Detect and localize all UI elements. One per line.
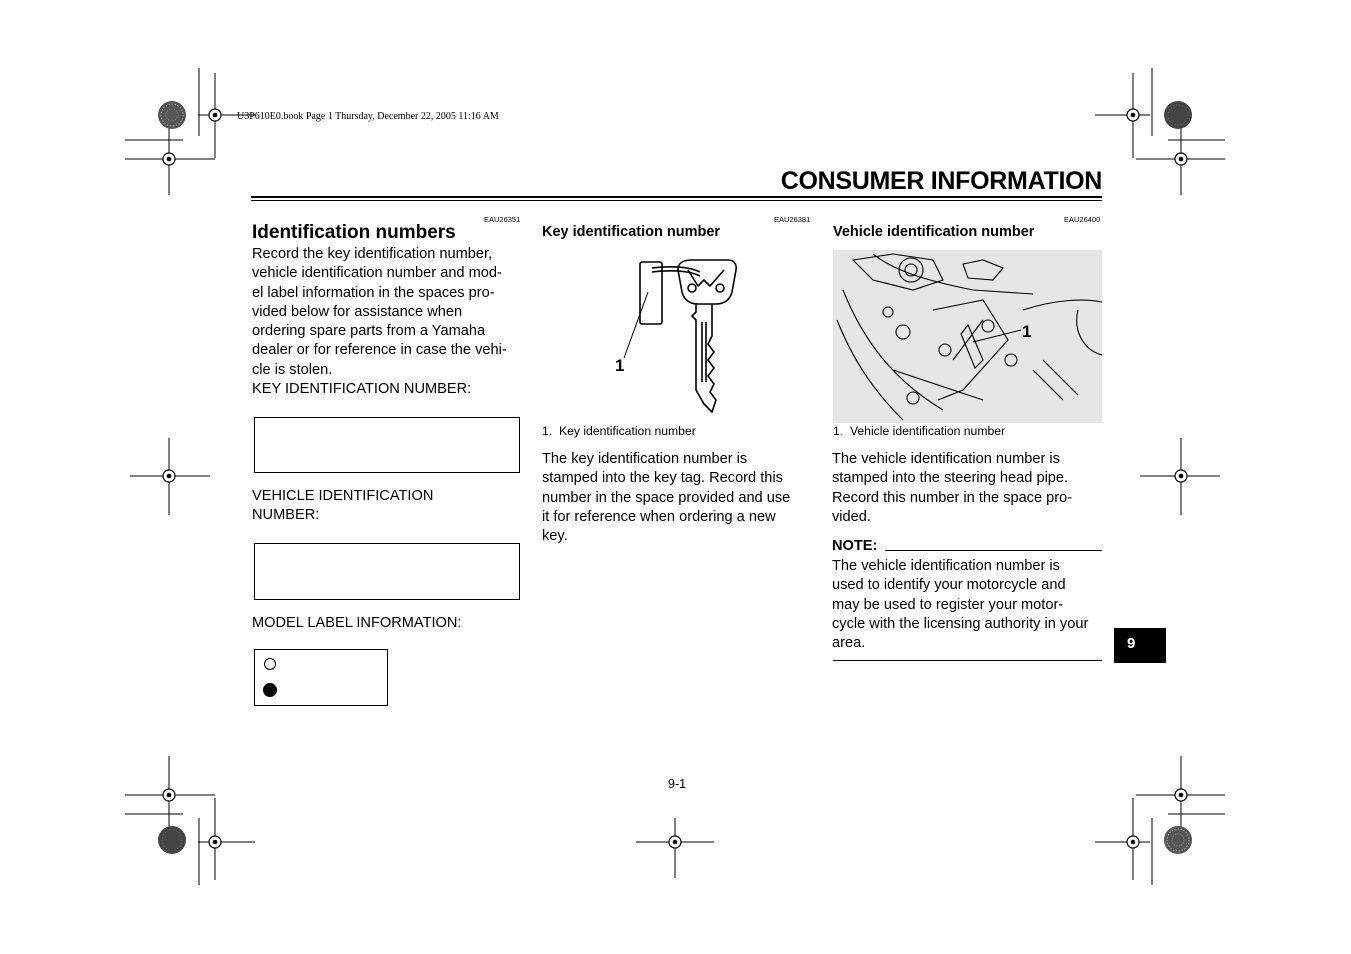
text-line: The vehicle identification number is — [832, 558, 1060, 574]
section-code: EAU26381 — [774, 215, 811, 224]
key-id-label: KEY IDENTIFICATION NUMBER: — [252, 381, 472, 398]
text-line: Record the key identification number, — [252, 246, 493, 262]
caption-number: 1. — [542, 424, 553, 438]
callout-number: 1 — [1022, 322, 1032, 341]
note-paragraph — [832, 557, 1102, 653]
text-line: cycle with the licensing authority in your — [832, 615, 1089, 632]
text-line: area. — [832, 635, 866, 652]
vehicle-id-paragraph — [832, 450, 1102, 527]
figure-caption — [833, 424, 1005, 438]
text-line: Record this number in the space pro- — [832, 489, 1073, 506]
section-heading: Key identification number — [542, 224, 721, 240]
text-line: ordering spare parts from a Yamaha — [252, 323, 486, 340]
text-line: may be used to register your motor- — [832, 596, 1064, 613]
section-code: EAU26400 — [1064, 215, 1101, 224]
text-line: el label information in the spaces pro- — [252, 284, 495, 301]
vehicle-id-label-line: VEHICLE IDENTIFICATION — [252, 488, 434, 504]
vehicle-id-label-line: NUMBER: — [252, 507, 320, 524]
text-line: The vehicle identification number is — [832, 451, 1060, 467]
text-line: vehicle identification number and mod- — [252, 265, 502, 282]
chapter-title: CONSUMER INFORMATION — [780, 167, 1102, 195]
note-rule — [885, 550, 1102, 551]
vehicle-id-entry-box[interactable] — [254, 543, 520, 600]
note-end-rule — [833, 660, 1102, 661]
model-label-heading: MODEL LABEL INFORMATION: — [252, 615, 462, 631]
text-line: it for reference when ordering a new — [542, 508, 776, 525]
filled-circle-icon — [263, 683, 277, 697]
model-label-entry-box[interactable] — [254, 649, 388, 706]
page-number: 9-1 — [668, 777, 687, 791]
section-heading: Identification numbers — [252, 222, 456, 243]
figure-caption — [542, 424, 696, 438]
key-id-paragraph — [542, 450, 812, 546]
text-line: stamped into the key tag. Record this — [542, 470, 783, 487]
note-label: NOTE: — [832, 538, 878, 554]
text-line: vided below for assistance when — [252, 303, 463, 320]
intro-paragraph — [252, 245, 522, 399]
section-heading: Vehicle identification number — [833, 224, 1035, 240]
title-rule-thin — [251, 200, 1102, 201]
text-line: key. — [542, 528, 568, 545]
key-illustration — [600, 252, 750, 422]
callout-number: 1 — [615, 356, 625, 375]
caption-number: 1. — [833, 424, 844, 438]
text-line: stamped into the steering head pipe. — [832, 470, 1069, 487]
file-info-line: U3P610E0.book Page 1 Thursday, December 22, 2005 11:16 AM — [237, 111, 499, 122]
caption-text: Key identification number — [558, 424, 696, 438]
section-code: EAU26351 — [484, 215, 521, 224]
text-line: vided. — [832, 508, 871, 525]
key-id-entry-box[interactable] — [254, 417, 520, 473]
open-circle-icon — [264, 658, 276, 670]
vehicle-id-label — [252, 487, 433, 526]
text-line: The key identification number is — [542, 451, 748, 467]
text-line: dealer or for reference in case the vehi- — [252, 342, 507, 359]
chapter-tab-number: 9 — [1127, 635, 1136, 652]
vehicle-illustration — [833, 250, 1102, 423]
text-line: used to identify your motorcycle and — [832, 577, 1066, 594]
title-rule — [251, 196, 1102, 198]
chapter-tab — [1114, 628, 1166, 663]
text-line: number in the space provided and use — [542, 489, 791, 506]
text-line: cle is stolen. — [252, 361, 333, 378]
caption-text: Vehicle identification number — [849, 424, 1006, 438]
